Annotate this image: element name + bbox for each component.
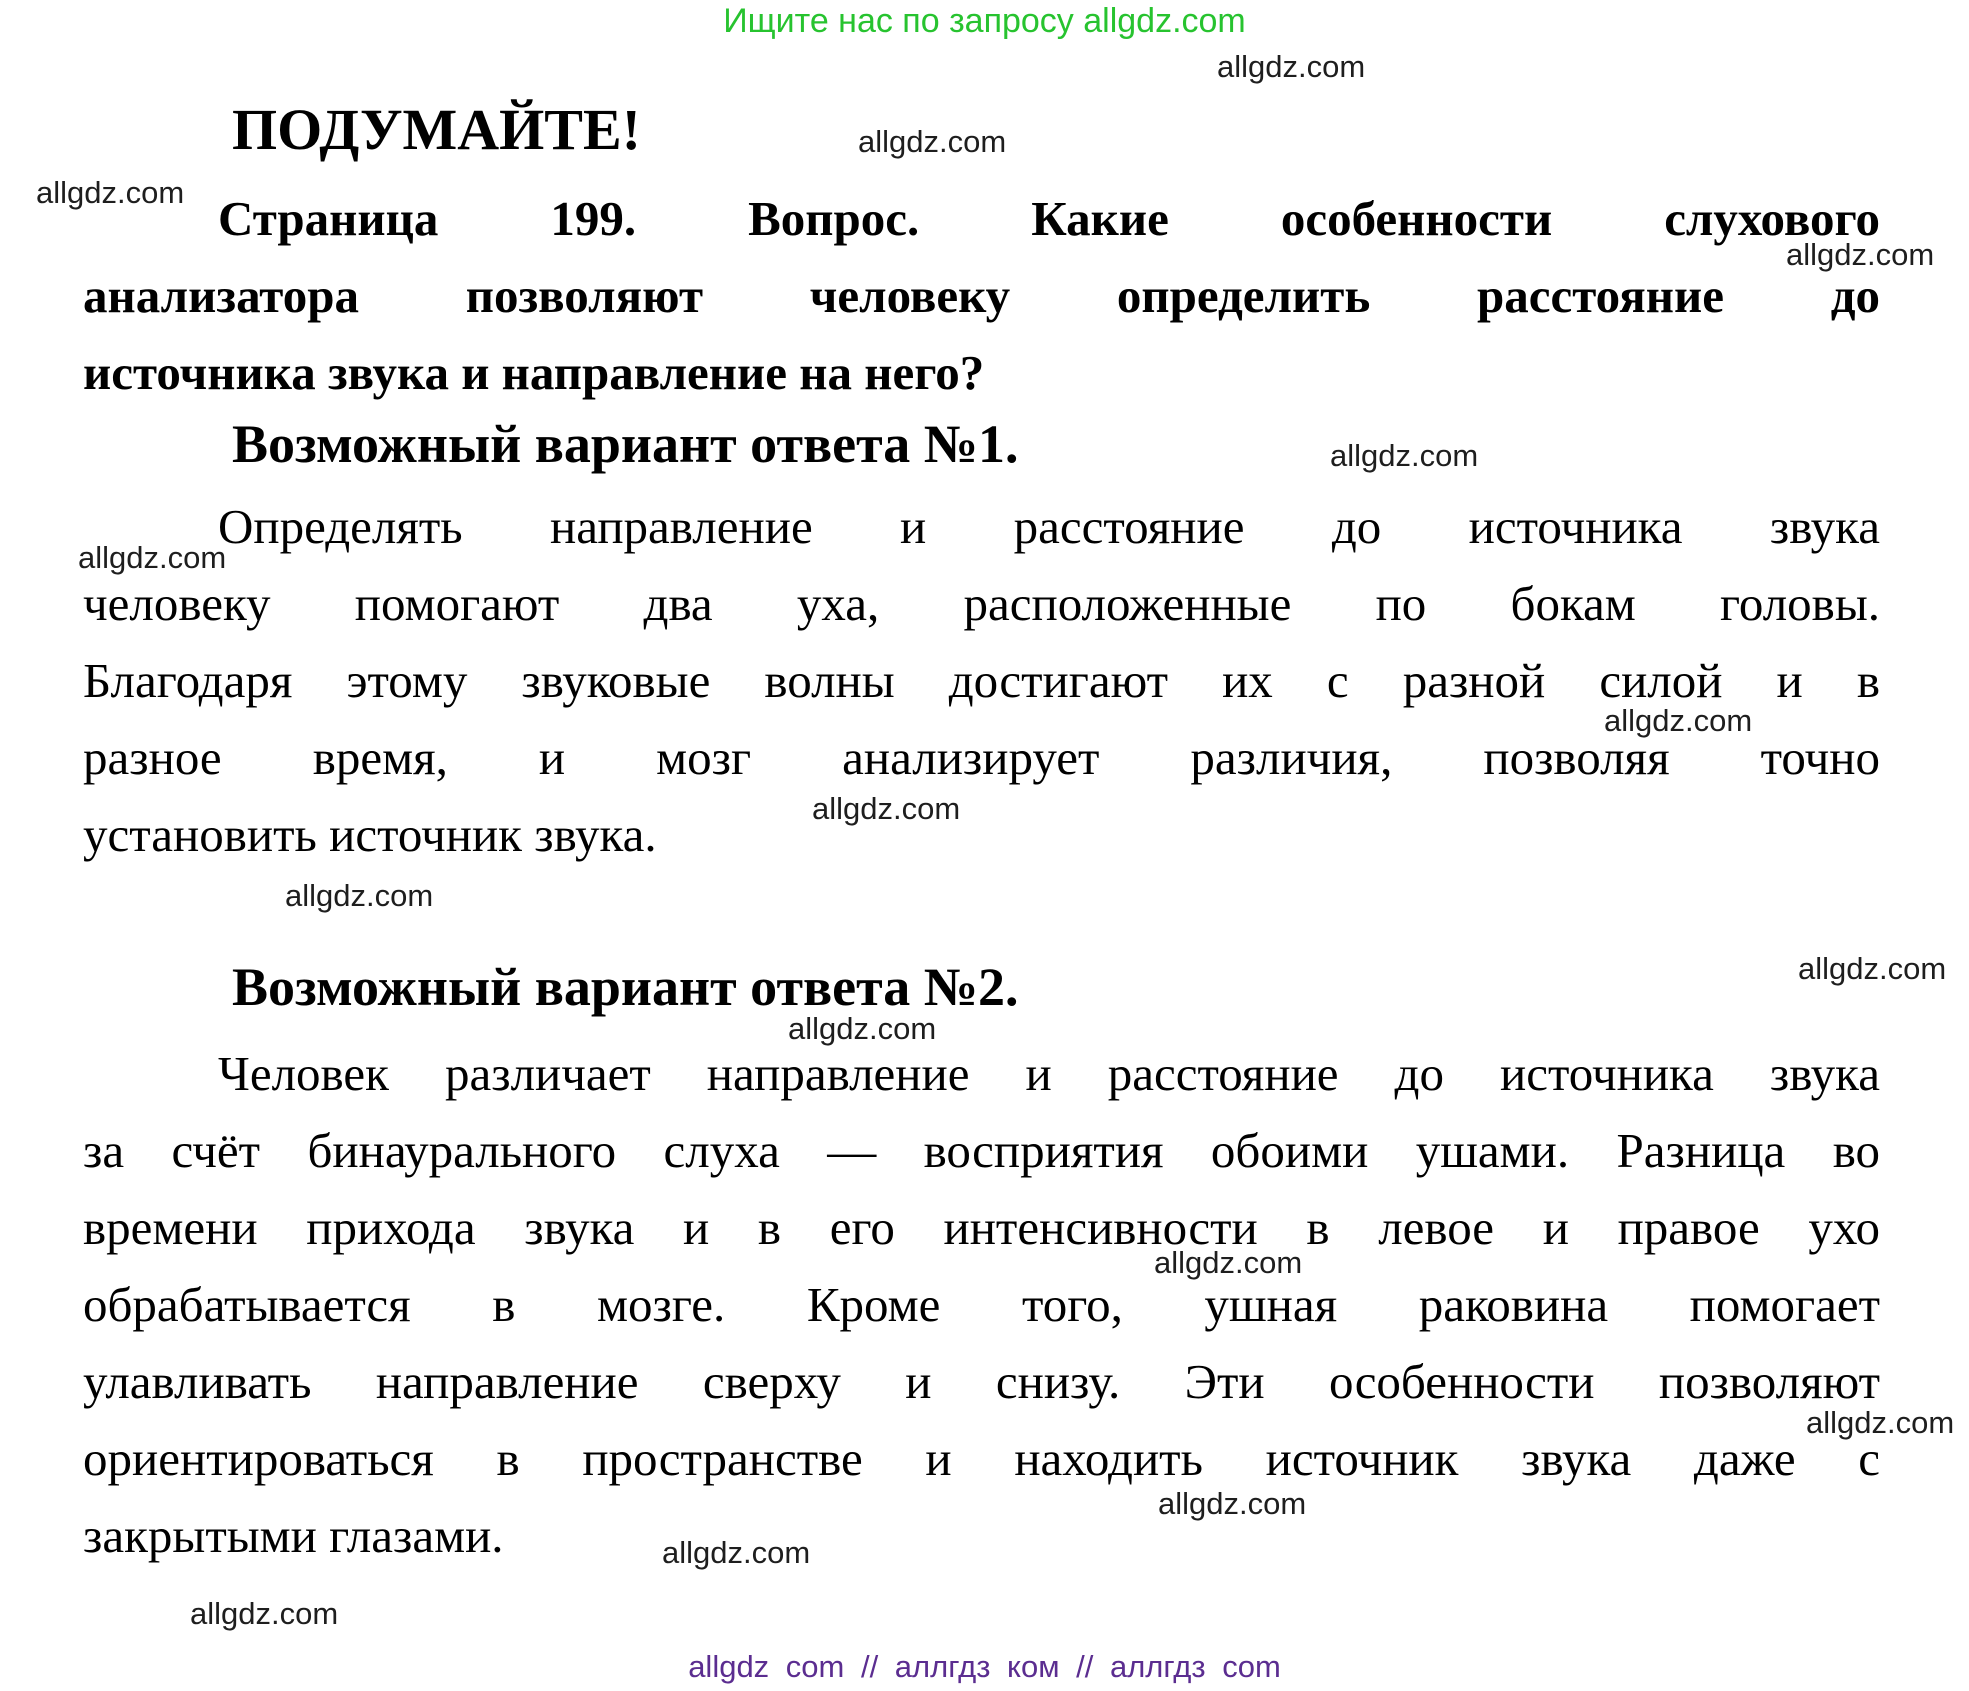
watermark: allgdz.com: [1786, 237, 1935, 272]
answer1-paragraph: [83, 488, 1880, 873]
watermark: allgdz.com: [78, 540, 227, 575]
answer1-line: человеку помогают два уха, расположенные по бокам головы.: [83, 576, 1880, 631]
answer2-line: улавливать направление сверху и снизу. Эти особенности позволяют: [83, 1354, 1880, 1409]
watermark: allgdz.com: [190, 1596, 339, 1631]
answer1-heading: Возможный вариант ответа №1.: [232, 414, 1019, 474]
watermark: allgdz.com: [285, 878, 434, 913]
watermark: allgdz.com: [1604, 703, 1753, 738]
answer2-line: за счёт бинаурального слуха — восприятия обоими ушами. Разница во: [83, 1123, 1880, 1178]
answer2-line: времени прихода звука и в его интенсивности в левое и правое ухо: [83, 1200, 1880, 1255]
promo-banner: Ищите нас по запросу allgdz.com: [723, 2, 1246, 40]
watermark: allgdz.com: [662, 1535, 811, 1570]
watermark: allgdz.com: [1798, 951, 1947, 986]
watermark: allgdz.com: [1806, 1405, 1955, 1440]
watermark: allgdz.com: [858, 124, 1007, 159]
watermark: allgdz.com: [1154, 1245, 1303, 1280]
answer1-line: установить источник звука.: [83, 807, 657, 862]
page-title: ПОДУМАЙТЕ!: [232, 97, 641, 162]
answer2-heading: Возможный вариант ответа №2.: [232, 957, 1019, 1017]
watermark: allgdz.com: [1330, 438, 1479, 473]
question-paragraph: [83, 180, 1880, 411]
watermark: allgdz.com: [1217, 49, 1366, 84]
watermark: allgdz.com: [812, 791, 961, 826]
watermark: allgdz.com: [1158, 1486, 1307, 1521]
watermark: allgdz.com: [36, 175, 185, 210]
question-line: источника звука и направление на него?: [83, 345, 985, 400]
answer1-line: разное время, и мозг анализирует различия, позволяя точно: [83, 730, 1880, 785]
answer2-line: Человек различает направление и расстояние до источника звука: [218, 1046, 1880, 1101]
question-line: анализатора позволяют человеку определить расстояние до: [83, 268, 1880, 323]
answer2-paragraph: [83, 1035, 1880, 1574]
answer2-line: обрабатывается в мозге. Кроме того, ушная раковина помогает: [83, 1277, 1880, 1332]
footer-domains: allgdz com // аллгдз ком // аллгдз com: [688, 1649, 1281, 1684]
question-line: Страница 199. Вопрос. Какие особенности слухового: [218, 191, 1880, 246]
answer2-line: ориентироваться в пространстве и находить источник звука даже с: [83, 1431, 1880, 1486]
watermark: allgdz.com: [788, 1011, 937, 1046]
answer1-line: Определять направление и расстояние до источника звука: [218, 499, 1880, 554]
answer2-line: закрытыми глазами.: [83, 1508, 504, 1563]
answer1-line: Благодаря этому звуковые волны достигают их с разной силой и в: [83, 653, 1880, 708]
